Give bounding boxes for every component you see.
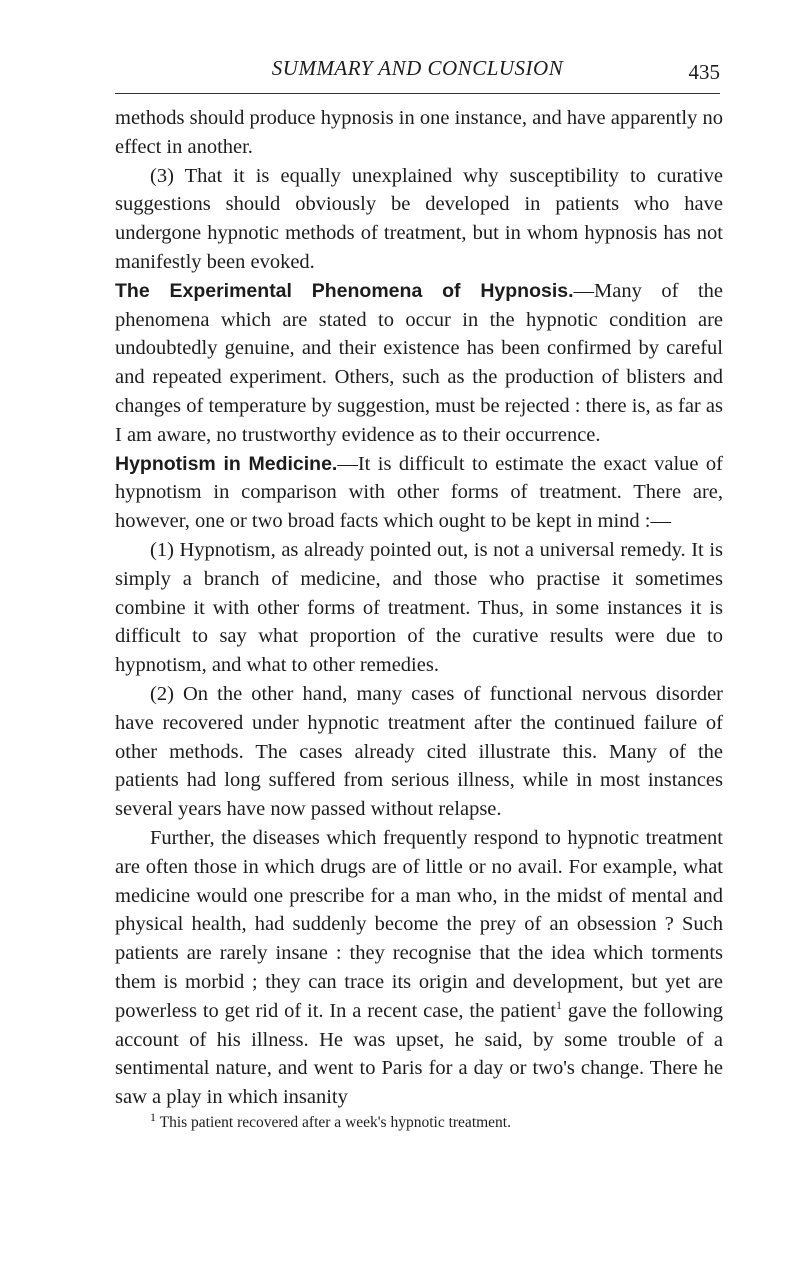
page-number: 435 [688,60,720,84]
paragraph-experimental-phenomena [115,277,723,450]
footnote-marker: 1 [150,1109,156,1124]
paragraph-further [115,824,723,1112]
paragraph-point-1: (1) Hypnotism, as already pointed out, is not a universal remedy. It is simply a branch of medicine, and those who practise it sometimes combine it with other forms of treatment. Thus, in some instances it is difficult to say what proportion of the curative results were due to hypnotism, and what to other remedies. [115,538,723,677]
paragraph-text: —Many of the phenomena which are stated to occur in the hypnotic condition are undoubtedly genuine, and their existence has been confirmed by careful and repeated experiment. Others, such as the production of blisters and changes of temperature by suggestion, must be rejected : there is, as far as I am aware, no trustworthy evidence as to their occurrence. [115,279,724,446]
paragraph-text: gave the following account of his illness. He was upset, he said, by some trouble of a sentimental nature, and went to Paris for a day or two's change. There he saw a play in which insanity [115,999,723,1109]
footnote-reference: 1 [556,997,563,1012]
header-rule [115,93,720,94]
running-title: SUMMARY AND CONCLUSION [271,56,564,80]
paragraph-hypnotism-medicine [115,450,723,536]
paragraph-text: —It is difficult to estimate the exact value of hypnotism in comparison with other forms of treatment. There are, however, one or two broad facts which ought to be kept in mind :— [115,452,724,533]
paragraph-point-2: (2) On the other hand, many cases of functional nervous disorder have recovered under hypnotic treatment after the continued failure of other methods. The cases already cited illustrate this. Many of the patients had long suffered from serious illness, while in most instances several years have now passed without relapse. [115,682,723,821]
paragraph-point-3: (3) That it is equally unexplained why susceptibility to curative suggestions should obviously be developed in patients who have undergone hypnotic methods of treatment, but in whom hypnosis has not manifestly been evoked. [115,164,723,273]
paragraph-continuation: methods should produce hypnosis in one instance, and have apparently no effect in another. [115,107,723,158]
section-heading-hypnotism-medicine: Hypnotism in Medicine. [115,452,338,475]
footnote-text: This patient recovered after a week's hypnotic treatment. [156,1113,511,1131]
section-heading-experimental-phenomena: The Experimental Phenomena of Hypnosis. [115,279,574,302]
page-header [115,52,720,92]
paragraph-text: Further, the diseases which frequently respond to hypnotic treatment are often those in which drugs are of little or no avail. For example, what medicine would one prescribe for a man who, in the midst of mental and physical health, had suddenly become the prey of an obsession ? Such patients are rarely insane : they recognise that the idea which torments them is morbid ; they can trace its origin and development, but yet are powerless to get rid of it. In a recent case, the patient [115,826,723,1022]
body-text [115,104,723,1134]
footnote [115,1109,723,1134]
